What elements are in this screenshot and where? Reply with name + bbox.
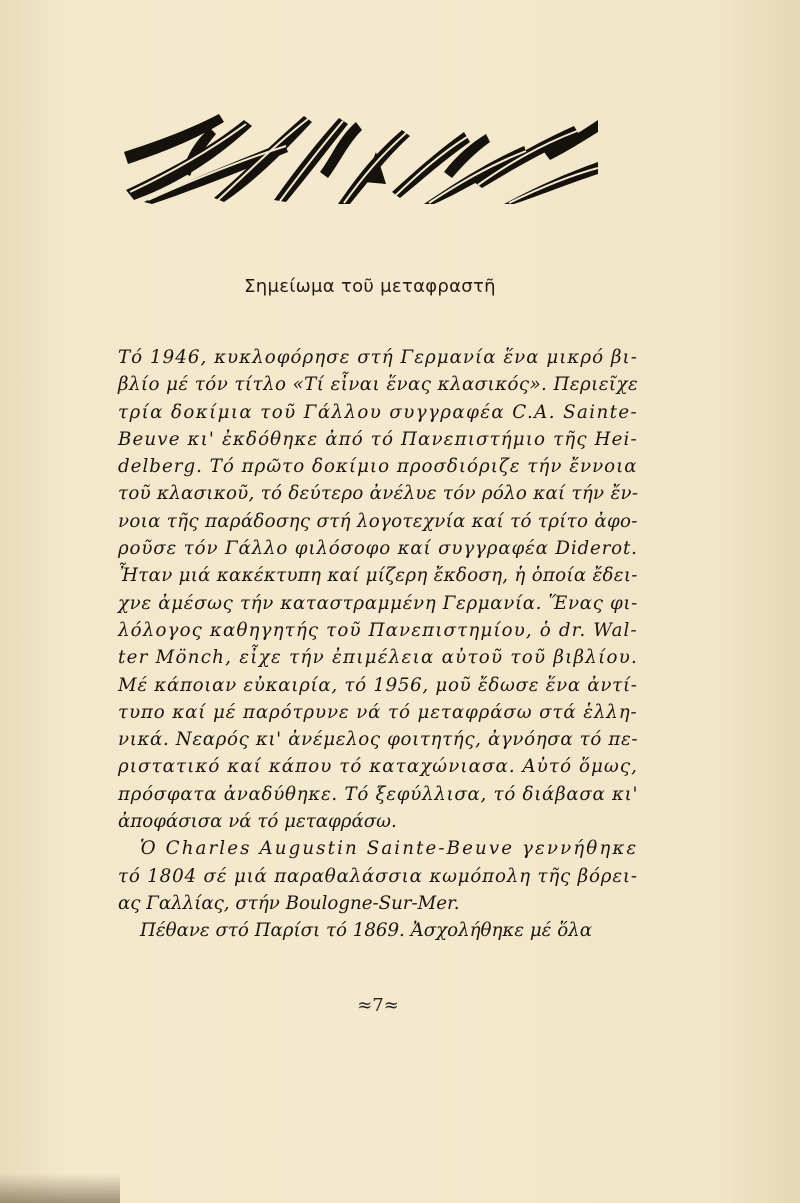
text-line: delberg. Τό πρῶτο δοκίμιο προσδιόριζε τήν ἔννοια [118,456,638,478]
text-line: τυπο καί μέ παρότρυνε νά τό μεταφράσω στά ἑλλη- [118,701,638,723]
paragraph-3 [118,917,638,944]
page-title: Σημείωμα τοῦ μεταφραστῆ [244,276,496,297]
text-line: νοια τῆς παράδοσης στή λογοτεχνία καί τό τρίτο ἀφο- [118,510,638,532]
text-line: πρόσφατα ἀναδύθηκε. Τό ξεφύλλισα, τό διάβασα κι' [118,783,639,805]
paragraph-1 [118,344,638,835]
text-line: νικά. Νεαρός κι' ἀνέμελος φοιτητής, ἀγνόησα τό πε- [118,729,639,751]
text-line: Ὁ Charles Augustin Sainte-Beuve γεννήθηκε [140,838,639,860]
text-line: τρία δοκίμια τοῦ Γάλλου συγγραφέα C.A. Sainte- [118,401,639,423]
text-line: χνε ἀμέσως τήν καταστραμμένη Γερμανία. Ἕνας φι- [118,592,638,614]
text-line: Μέ κάποιαν εὐκαιρία, τό 1956, μοῦ ἔδωσε ἕνα ἀντί- [118,674,638,696]
text-line: ας Γαλλίας, στήν Boulogne-Sur-Mer. [118,892,460,914]
text-line: ter Mönch, εἶχε τήν ἐπιμέλεια αὐτοῦ τοῦ βιβλίου. [118,647,639,669]
page-shadow [0,1173,120,1203]
text-line: τό 1804 σέ μιά παραθαλάσσια κωμόπολη τῆς βόρει- [118,865,638,887]
text-line: ἀποφάσισα νά τό μεταφράσω. [118,811,397,833]
paragraph-2 [118,835,638,917]
leaf-woodcut-ornament-icon [124,112,598,204]
text-line: Ἦταν μιά κακέκτυπη καί μίζερη ἔκδοση, ἡ ὁποία ἔδει- [118,565,638,587]
page-number: ≈7≈ [357,995,399,1016]
text-line: βλίο μέ τόν τίτλο «Τί εἶναι ἕνας κλασικός». Περιεῖχε [118,374,639,396]
text-line: Beuve κι' ἐκδόθηκε ἀπό τό Πανεπιστήμιο τῆς Hei- [118,428,638,450]
body-text [118,344,638,945]
text-line: ροῦσε τόν Γάλλο φιλόσοφο καί συγγραφέα Diderot. [118,538,638,560]
text-line: τοῦ κλασικοῦ, τό δεύτερο ἀνέλυε τόν ρόλο καί τήν ἔν- [118,483,639,505]
text-line: Πέθανε στό Παρίσι τό 1869. Ἀσχολήθηκε μέ ὅλα [140,920,592,942]
text-line: Τό 1946, κυκλοφόρησε στή Γερμανία ἕνα μικρό βι- [118,347,638,368]
text-line: ριστατικό καί κάπου τό καταχώνιασα. Αὐτό ὅμως, [118,756,638,778]
text-line: λόλογος καθηγητής τοῦ Πανεπιστημίου, ὁ dr. Wal- [118,619,638,641]
